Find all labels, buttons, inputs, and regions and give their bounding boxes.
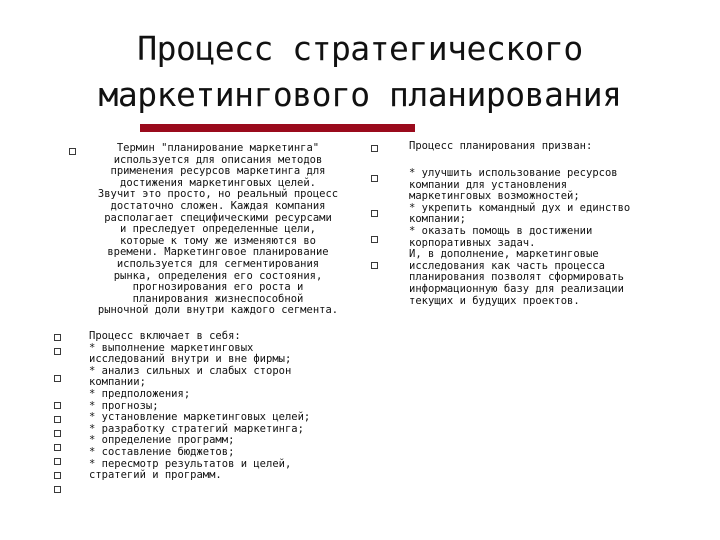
title-accent-bar — [140, 124, 415, 132]
square-bullet-icon — [371, 236, 378, 243]
title-line-1: Процесс стратегического — [137, 29, 583, 68]
slide-title — [60, 26, 660, 118]
square-bullet-icon — [54, 472, 61, 479]
square-bullet-icon — [371, 262, 378, 269]
square-bullet-icon — [54, 430, 61, 437]
square-bullet-icon — [54, 375, 61, 382]
right-intro-text: Процесс планирования призван: — [409, 140, 593, 152]
title-line-2: маркетингового планирования — [98, 75, 622, 114]
square-bullet-icon — [69, 148, 76, 155]
square-bullet-icon — [54, 402, 61, 409]
left-process-list: Процесс включает в себя: * выполнение маркетинговых исследований внутри и вне фирмы; * анализ сильных и слабых сторон компании; * предположения; * прогнозы; * установление маркетинговых целей; * разработку стратегий маркетинга; * определение программ; * составление бюджетов; * пересмотр результатов и целей, стратегий и программ. — [89, 330, 311, 482]
left-paragraph-term: Термин "планирование маркетинга" используется для описания методов применения ресурсов маркетинга для достижения маркетинговых целей. Звучит это просто, но реальный процесс достаточно сложен. Каждая компания располагает специфическими ресурсами и преследует определенные цели, которые к тому же изменяются во времени. Маркетинговое планирование используется для сегментирования рынка, определения его состояния, прогнозирования его роста и планирования жизнеспособной рыночной доли внутри каждого сегмента. — [97, 142, 339, 317]
square-bullet-icon — [54, 416, 61, 423]
square-bullet-icon — [54, 444, 61, 451]
square-bullet-icon — [54, 458, 61, 465]
square-bullet-icon — [54, 348, 61, 355]
square-bullet-icon — [371, 145, 378, 152]
square-bullet-icon — [54, 334, 61, 341]
square-bullet-icon — [54, 486, 61, 493]
right-goals-list: * улучшить использование ресурсов компании для установления маркетинговых возможностей; * укрепить командный дух и единство компании; * оказать помощь в достижении корпоративных задач. И, в дополнение, маркетинговые исследования как часть процесса планирования позволят сформировать информационную базу для реализации текущих и будущих проектов. — [409, 167, 631, 307]
square-bullet-icon — [371, 210, 378, 217]
square-bullet-icon — [371, 175, 378, 182]
